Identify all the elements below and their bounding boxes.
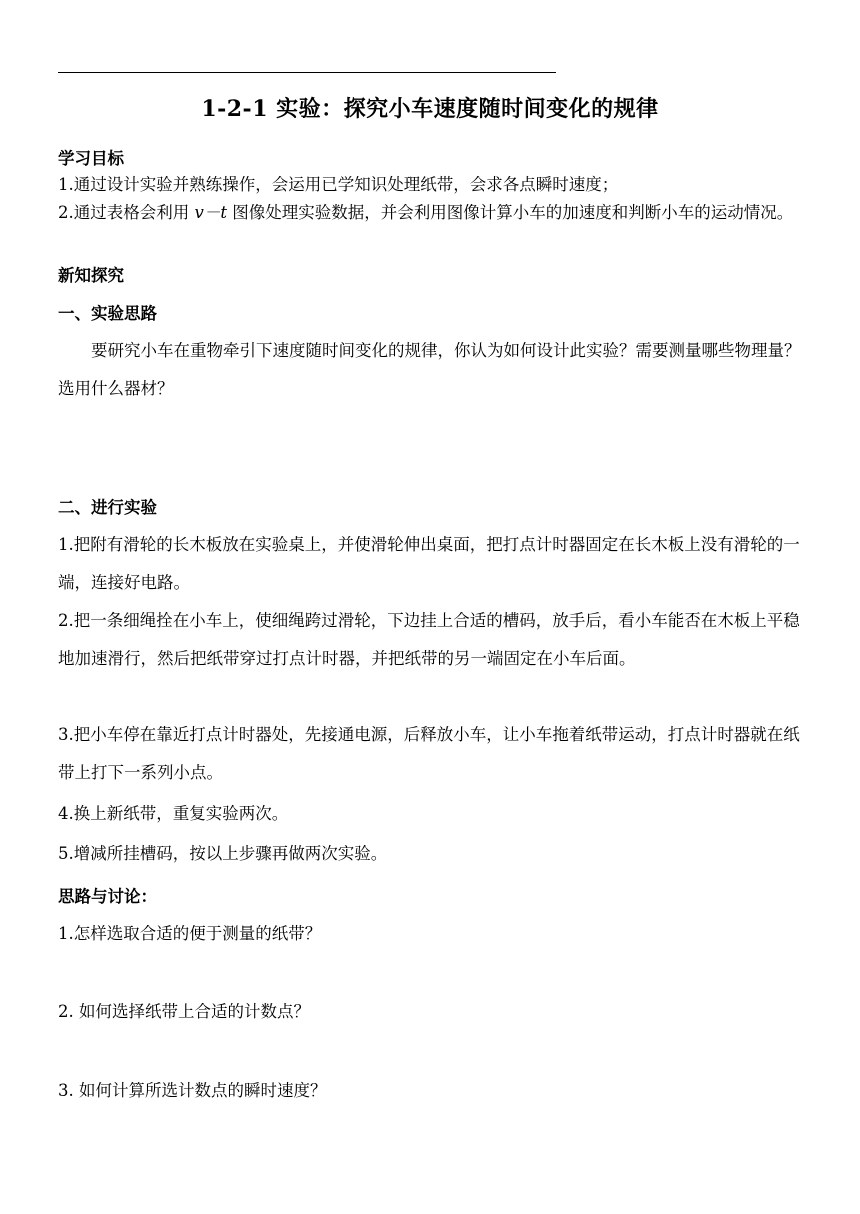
section-1-text: 要研究小车在重物牵引下速度随时间变化的规律，你认为如何设计此实验？需要测量哪些物理量？选用什么器材？ bbox=[58, 341, 801, 398]
header-rule bbox=[58, 72, 556, 73]
experiment-step-1: 1.把附有滑轮的长木板放在实验桌上，并使滑轮伸出桌面，把打点计时器固定在长木板上没有滑轮的一端，连接好电路。 bbox=[58, 535, 800, 592]
experiment-step-5: 5.增减所挂槽码，按以上步骤再做两次实验。 bbox=[58, 844, 388, 863]
objectives-heading: 学习目标 bbox=[58, 149, 124, 168]
objective-item-2-text-b: 图像处理实验数据，并会利用图像计算小车的加速度和判断小车的运动情况。 bbox=[226, 203, 794, 222]
experiment-step-3: 3.把小车停在靠近打点计时器处，先接通电源，后释放小车，让小车拖着纸带运动，打点计时器就在纸带上打下一系列小点。 bbox=[58, 725, 800, 782]
v-t-variable: v－t bbox=[194, 203, 227, 222]
experiment-step-4: 4.换上新纸带，重复实验两次。 bbox=[58, 804, 289, 823]
section-1-heading: 一、实验思路 bbox=[58, 304, 157, 323]
objective-item-2 bbox=[58, 201, 806, 225]
section-2-heading: 二、进行实验 bbox=[58, 498, 157, 517]
discussion-question-1: 1.怎样选取合适的便于测量的纸带？ bbox=[58, 924, 322, 943]
objective-item-2-text-a: 2.通过表格会利用 bbox=[58, 203, 195, 222]
discussion-question-2: 2. 如何选择纸带上合适的计数点？ bbox=[58, 1002, 310, 1021]
discussion-heading: 思路与讨论： bbox=[58, 887, 157, 906]
discussion-question-3: 3. 如何计算所选计数点的瞬时速度？ bbox=[58, 1081, 327, 1100]
experiment-step-2: 2.把一条细绳拴在小车上，使细绳跨过滑轮，下边挂上合适的槽码，放手后，看小车能否在木板上平稳地加速滑行，然后把纸带穿过打点计时器，并把纸带的另一端固定在小车后面。 bbox=[58, 611, 800, 668]
page-title: 1-2-1 实验：探究小车速度随时间变化的规律 bbox=[201, 96, 659, 122]
new-knowledge-heading: 新知探究 bbox=[58, 266, 124, 285]
objective-item-1: 1.通过设计实验并熟练操作，会运用已学知识处理纸带，会求各点瞬时速度； bbox=[58, 175, 619, 194]
